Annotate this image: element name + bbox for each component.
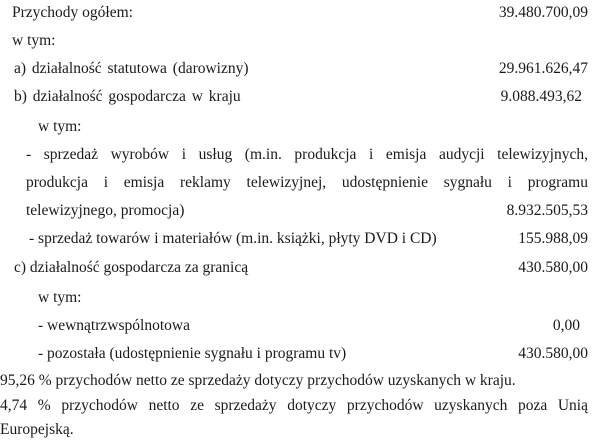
total-revenue-amount: 39.480.700,09 (498, 4, 588, 21)
total-revenue-label: Przychody ogółem: (12, 4, 133, 21)
item-b-sub1-line1: - sprzedaż wyrobów i usług (m.in. produkcja i emisja audycji telewizyjnych, (26, 146, 588, 163)
item-b-sub2-label: - sprzedaż towarów i materiałów (m.in. książki, płyty DVD i CD) (29, 230, 437, 247)
item-c-amount: 430.580,00 (518, 259, 588, 276)
item-a-amount: 29.961.626,47 (498, 60, 588, 77)
item-c-label: c) działalność gospodarcza za granicą (14, 259, 249, 276)
item-b-sub1-line2: produkcja i emisja reklamy telewizyjnej, udostępnienie sygnału i programu (26, 174, 588, 191)
item-c-sub1-amount: 0,00 (552, 317, 580, 334)
item-b-sub1-amount: 8.932.505,53 (506, 202, 588, 219)
item-b-label: b) działalność gospodarcza w kraju (14, 88, 241, 105)
in-which-label: w tym: (12, 32, 56, 49)
item-c-sub1-label: - wewnątrzwspólnotowa (38, 317, 190, 334)
note-non-eu-share-line1: 4,74 % przychodów netto ze sprzedaży dotyczy przychodów uzyskanych poza Unią (0, 397, 588, 414)
item-c-in-which-label: w tym: (38, 289, 82, 306)
item-b-in-which-label: w tym: (38, 118, 82, 135)
item-b-sub2-amount: 155.988,09 (518, 230, 588, 247)
item-c-sub2-amount: 430.580,00 (518, 345, 588, 362)
item-c-sub2-label: - pozostała (udostępnienie sygnału i programu tv) (38, 345, 347, 362)
item-b-amount: 9.088.493,62 (500, 88, 582, 105)
item-b-sub1-line3: telewizyjnego, promocja) (26, 202, 185, 219)
item-a-label: a) działalność statutowa (darowizny) (14, 60, 249, 77)
note-non-eu-share-line2: Europejską. (0, 421, 74, 438)
note-domestic-share: 95,26 % przychodów netto ze sprzedaży dotyczy przychodów uzyskanych w kraju. (0, 372, 516, 389)
